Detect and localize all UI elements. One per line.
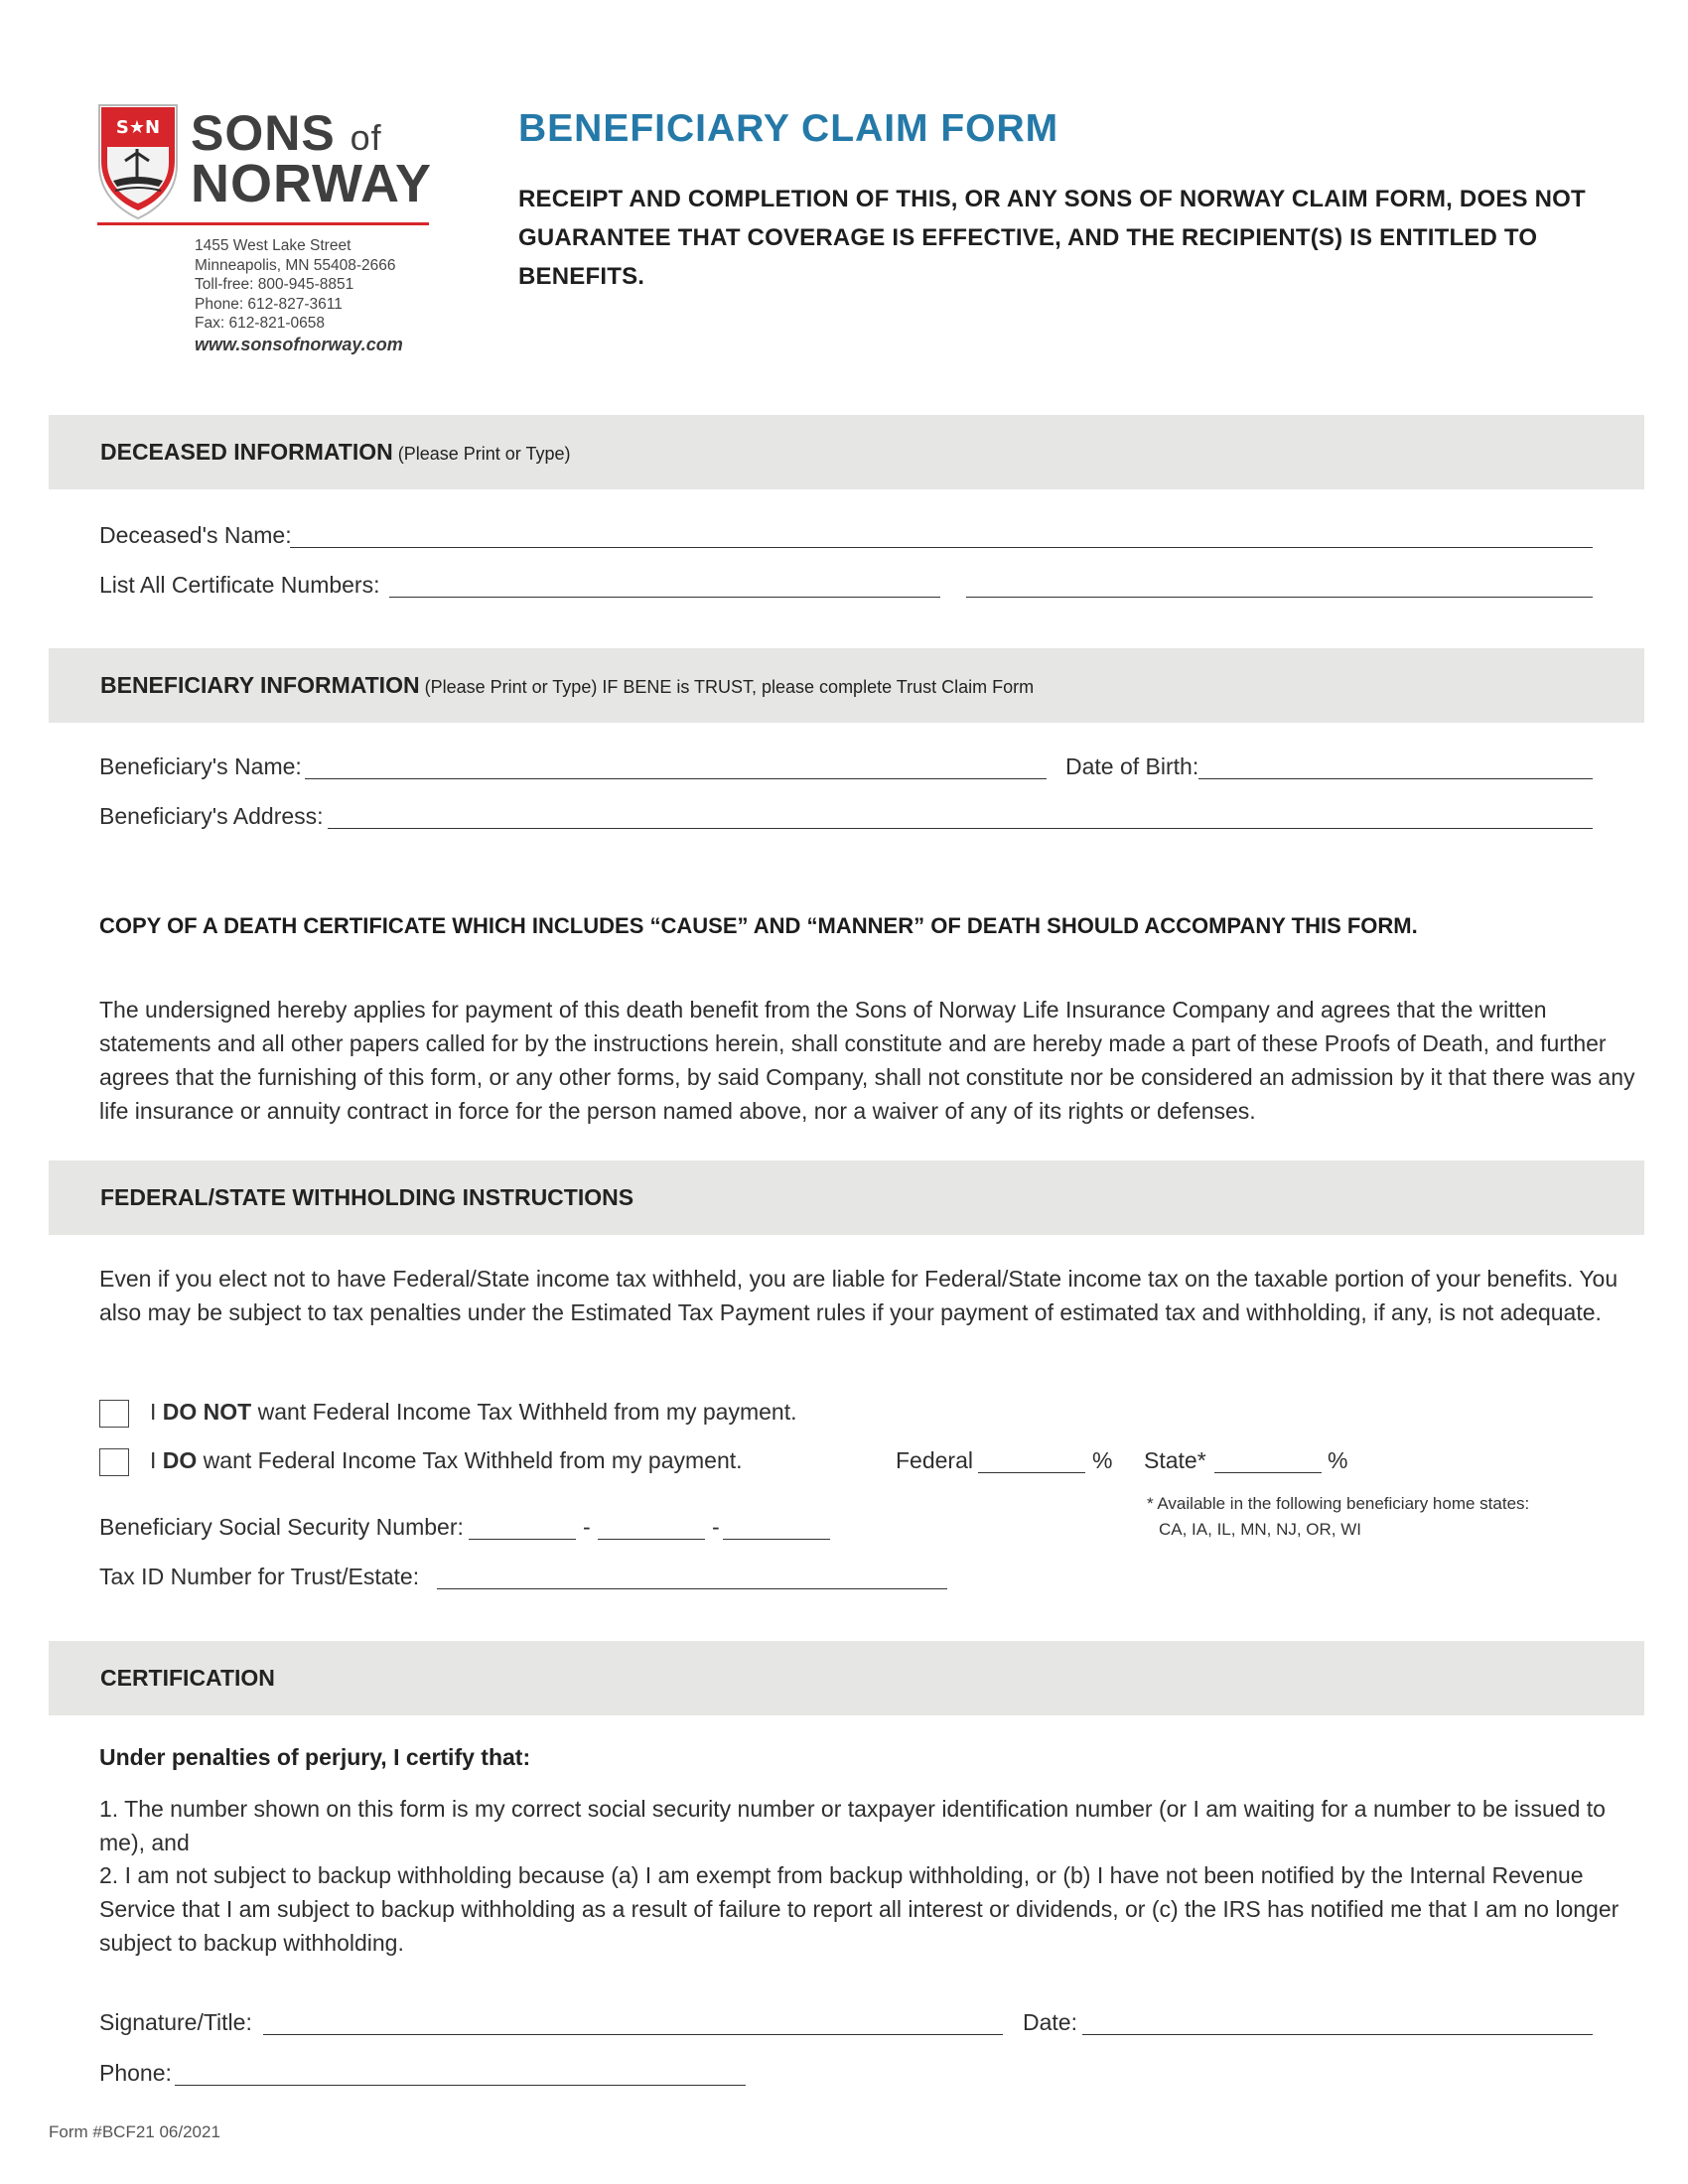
svg-text:S★N: S★N [115,117,161,138]
website-link[interactable]: www.sonsofnorway.com [195,334,403,354]
federal-percent-field[interactable] [978,1472,1085,1473]
deceased-name-label: Deceased's Name: [99,522,292,548]
signature-title-label: Signature/Title: [99,2009,252,2035]
state-percent-field[interactable] [1214,1472,1322,1473]
section-title-certification: CERTIFICATION [100,1665,275,1691]
beneficiary-address-label: Beneficiary's Address: [99,803,324,829]
logo-wordmark-line2: NORWAY [191,154,433,213]
ssn-dash-2: - [712,1514,720,1540]
no-withholding-label: I DO NOT want Federal Income Tax Withheld from my payment. [150,1399,797,1425]
certificate-numbers-field-2[interactable] [966,597,1593,598]
date-of-birth-label: Date of Birth: [1065,753,1199,779]
address-fax: Fax: 612-821-0658 [195,315,325,332]
logo-divider [97,222,429,225]
date-of-birth-field[interactable] [1198,778,1593,779]
certification-lead: Under penalties of perjury, I certify that: [99,1744,531,1770]
ssn-label: Beneficiary Social Security Number: [99,1514,464,1540]
withholding-instructions: Even if you elect not to have Federal/State income tax withheld, you are liable for Federal/State income tax on the taxable portion of your benefits. You also may be subject to tax penalties under the Estimated Tax Payment rules if your payment of estimated tax and withholding, if any, is not adequate. [99,1266,1618,1325]
logo-wordmark-line1: SONS of [191,105,382,161]
signature-date-field[interactable] [1082,2034,1593,2035]
state-availability-note [1147,1491,1529,1543]
form-number-footer: Form #BCF21 06/2021 [49,2122,220,2141]
beneficiary-name-field[interactable] [305,778,1047,779]
yes-withholding-checkbox[interactable] [99,1448,129,1476]
tax-id-label: Tax ID Number for Trust/Estate: [99,1564,420,1589]
state-percent-sign: % [1328,1447,1348,1473]
address-city: Minneapolis, MN 55408-2666 [195,256,396,274]
death-certificate-note: COPY OF A DEATH CERTIFICATE WHICH INCLUDES “CAUSE” AND “MANNER” OF DEATH SHOULD ACCOMPANY THIS FORM. [99,913,1418,938]
address-street: 1455 West Lake Street [195,237,352,254]
state-availability-line1: * Available in the following beneficiary home states: [1147,1494,1530,1513]
section-subtitle-beneficiary: (Please Print or Type) IF BENE is TRUST, please complete Trust Claim Form [419,677,1035,697]
coverage-disclaimer: RECEIPT AND COMPLETION OF THIS, OR ANY SONS OF NORWAY CLAIM FORM, DOES NOT GUARANTEE THAT COVERAGE IS EFFECTIVE, AND THE RECIPIENT(S) IS ENTITLED TO BENEFITS. [518,186,1586,290]
section-title-withholding: FEDERAL/STATE WITHHOLDING INSTRUCTIONS [100,1184,634,1210]
section-bar-beneficiary [49,648,1644,723]
certificate-numbers-field-1[interactable] [389,597,940,598]
federal-percent-label: Federal [896,1447,973,1473]
ssn-field-part1[interactable] [469,1539,576,1540]
address-phone: Phone: 612-827-3611 [195,295,343,313]
form-title: BENEFICIARY CLAIM FORM [518,107,1059,150]
tax-id-field[interactable] [437,1588,947,1589]
ssn-field-part3[interactable] [723,1539,830,1540]
sons-of-norway-shield-icon [97,103,179,220]
deceased-name-field[interactable] [290,547,1593,548]
state-percent-label: State* [1144,1447,1206,1473]
section-bar-withholding [49,1160,1644,1235]
certification-item-2: 2. I am not subject to backup withholding because (a) I am exempt from backup withholding, or (b) I have not been notified by the Internal Revenue Service that I am subject to backup withholding as a result of failure to report all interest or dividends, or (c) the IRS has notified me that I am no longer subject to backup withholding. [99,1862,1619,1956]
declaration-paragraph: The undersigned hereby applies for payment of this death benefit from the Sons of Norway Life Insurance Company and agrees that the written statements and all other papers called for by the instructions herein, shall constitute and are hereby made a part of these Proofs of Death, and further agrees that the furnishing of this form, or any other forms, by said Company, shall not constitute nor be considered an admission by it that there was any life insurance or annuity contract in force for the person named above, nor a waiver of any of its rights or defenses. [99,997,1635,1124]
beneficiary-name-label: Beneficiary's Name: [99,753,302,779]
signature-date-label: Date: [1023,2009,1077,2035]
federal-percent-sign: % [1092,1447,1113,1473]
yes-withholding-label: I DO want Federal Income Tax Withheld from my payment. [150,1447,743,1473]
ssn-field-part2[interactable] [598,1539,705,1540]
state-availability-states: CA, IA, IL, MN, NJ, OR, WI [1159,1520,1362,1539]
section-bar-deceased [49,415,1644,489]
no-withholding-checkbox[interactable] [99,1400,129,1428]
section-title-beneficiary: BENEFICIARY INFORMATION [100,672,420,698]
address-tollfree: Toll-free: 800-945-8851 [195,276,354,293]
company-address [195,236,403,354]
section-title-deceased: DECEASED INFORMATION [100,439,393,465]
certification-item-1: 1. The number shown on this form is my correct social security number or taxpayer identification number (or I am waiting for a number to be issued to me), and [99,1796,1606,1855]
beneficiary-address-field[interactable] [328,828,1593,829]
section-bar-certification [49,1641,1644,1715]
ssn-dash-1: - [583,1514,591,1540]
phone-field[interactable] [175,2085,746,2086]
section-subtitle-deceased: (Please Print or Type) [392,444,571,464]
certificate-numbers-label: List All Certificate Numbers: [99,572,380,598]
signature-title-field[interactable] [263,2034,1003,2035]
phone-label: Phone: [99,2060,172,2086]
